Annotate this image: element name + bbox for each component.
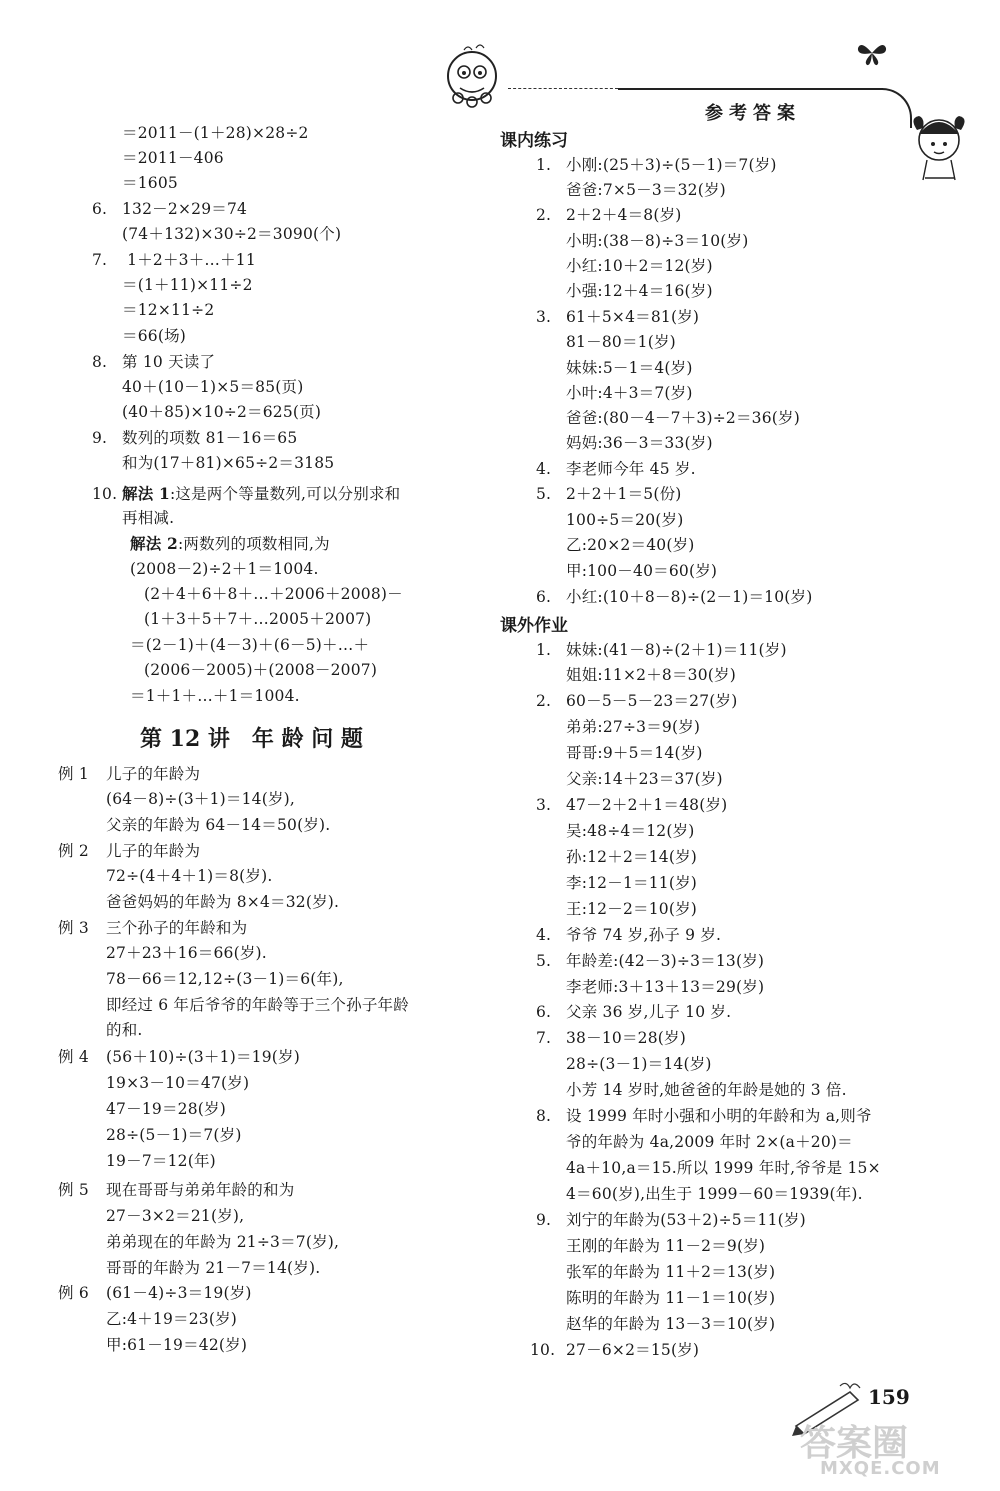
question-4 [536,457,696,482]
example-label: 例 4 [58,1048,89,1066]
question-10 [530,1338,699,1363]
question-6 [536,1000,731,1025]
answer-line: (40＋85)×10÷2＝625(页) [122,403,322,421]
answer-line: 弟弟现在的年龄为 21÷3＝7(岁), [106,1233,340,1251]
answer-line: 小红:(10＋8－8)÷(2－1)＝10(岁) [566,588,813,606]
answer-line: 27－6×2＝15(岁) [566,1341,700,1359]
page-number: 159 [868,1385,910,1409]
answer-line: 47－19＝28(岁) [106,1100,226,1118]
question-number: 4. [536,460,552,478]
question-10 [92,481,400,507]
answer-line: 小叶:4＋3＝7(岁) [566,384,693,402]
answer-line: 小明:(38－8)÷3＝10(岁) [566,232,749,250]
answer-line: 甲:100－40＝60(岁) [566,562,718,580]
answer-line: 三个孙子的年龄和为 [106,919,248,937]
answer-line: ＝(2－1)＋(4－3)＋(6－5)＋…＋ [130,636,370,654]
answer-line: 父亲的年龄为 64－14＝50(岁). [106,816,331,834]
example-5 [58,1178,294,1203]
answer-line: 60－5－5－23＝27(岁) [566,692,738,710]
method-label: 解法 2 [130,534,178,553]
answer-line: 2＋2＋1＝5(份) [566,485,682,503]
answer-line: 哥哥:9＋5＝14(岁) [566,744,703,762]
question-5 [536,949,764,974]
answer-line: 王刚的年龄为 11－2＝9(岁) [566,1237,766,1255]
question-3 [536,305,699,330]
answer-line: 小芳 14 岁时,她爸爸的年龄是她的 3 倍. [566,1081,847,1099]
answer-line: ＝12×11÷2 [122,301,215,319]
answer-line: 乙:4＋19＝23(岁) [106,1310,238,1328]
answer-line: 27－3×2＝21(岁), [106,1207,245,1225]
answer-line: 40＋(10－1)×5＝85(页) [122,378,304,396]
answer-line: 小刚:(25＋3)÷(5－1)＝7(岁) [566,156,777,174]
answer-line: 李老师:3＋13＋13＝29(岁) [566,978,765,996]
answer-line: 4＝60(岁),出生于 1999－60＝1939(年). [566,1185,863,1203]
question-number: 7. [536,1029,552,1047]
answer-line: 李:12－1＝11(岁) [566,874,698,892]
text-line: ＝2011－(1＋28)×28÷2 [122,124,309,142]
answer-line: ＝(1＋11)×11÷2 [122,276,253,294]
answer-line: 甲:61－19＝42(岁) [106,1336,248,1354]
header-title: 参考答案 [705,103,801,124]
answer-line: (61－4)÷3＝19(岁) [106,1284,252,1302]
answer-line: 父亲:14＋23＝37(岁) [566,770,723,788]
watermark-url: MXQE.COM [820,1458,941,1479]
answer-line: 61＋5×4＝81(岁) [566,308,700,326]
question-number: 1. [536,641,552,659]
example-2 [58,839,200,864]
answer-line: 132－2×29＝74 [122,200,248,218]
answer-line: 81－80＝1(岁) [566,333,676,351]
answer-line: 爸爸:(80－4－7＋3)÷2＝36(岁) [566,409,800,427]
question-9 [92,426,297,451]
answer-line: 4a＋10,a＝15.所以 1999 年时,爷爷是 15× [566,1159,881,1177]
answer-line: 1＋2＋3＋…＋11 [122,251,256,269]
lecture-title: 第 12 讲 年 龄 问 题 [140,726,363,752]
question-number: 10. [530,1341,556,1359]
answer-line: 19－7＝12(年) [106,1152,216,1170]
header-dashed-rule [508,88,618,89]
answer-line: 47－2＋2＋1＝48(岁) [566,796,728,814]
butterfly-icon [855,38,889,68]
example-label: 例 1 [58,765,89,783]
answer-line: 即经过 6 年后爷爷的年龄等于三个孙子年龄 [106,996,409,1014]
answer-line: 72÷(4＋4＋1)＝8(岁). [106,867,273,885]
answer-line: (56＋10)÷(3＋1)＝19(岁) [106,1048,300,1066]
question-number: 5. [536,952,552,970]
method-label: 解法 1 [122,484,170,503]
answer-line: 28÷(5－1)＝7(岁) [106,1126,242,1144]
example-label: 例 6 [58,1284,89,1302]
text-line: ＝1605 [122,174,178,192]
example-label: 例 5 [58,1181,89,1199]
answer-line: 儿子的年龄为 [106,765,201,783]
answer-line: 父亲 36 岁,儿子 10 岁. [566,1003,732,1021]
question-number: 3. [536,796,552,814]
answer-line: 38－10＝28(岁) [566,1029,686,1047]
answer-line: 妹妹:(41－8)÷(2＋1)＝11(岁) [566,641,787,659]
answer-line: 和为(17＋81)×65÷2＝3185 [122,454,335,472]
answer-line: 爷的年龄为 4a,2009 年时 2×(a＋20)＝ [566,1133,853,1151]
question-4 [536,923,721,948]
answer-line: 刘宁的年龄为(53＋2)÷5＝11(岁) [566,1211,806,1229]
text-line: ＝2011－406 [122,149,224,167]
answer-line: 爸爸:7×5－3＝32(岁) [566,181,726,199]
answer-line: 27＋23＋16＝66(岁). [106,944,267,962]
question-number: 4. [536,926,552,944]
question-number: 9. [536,1211,552,1229]
answer-line: 2＋2＋4＝8(岁) [566,206,682,224]
answer-line: 爷爷 74 岁,孙子 9 岁. [566,926,722,944]
answer-line: 姐姐:11×2＋8＝30(岁) [566,666,736,684]
answer-line: 数列的项数 81－16＝65 [122,429,298,447]
question-number: 6. [536,588,552,606]
answer-line: 哥哥的年龄为 21－7＝14(岁). [106,1259,321,1277]
question-number: 8. [536,1107,552,1125]
question-1 [536,638,787,663]
question-8 [92,350,215,375]
question-7 [536,1026,686,1051]
answer-line: 设 1999 年时小强和小明的年龄和为 a,则爷 [566,1107,872,1125]
answer-line: (1＋3＋5＋7＋…2005＋2007) [144,610,372,628]
answer-line: ＝66(场) [122,327,187,345]
answer-line: 王:12－2＝10(岁) [566,900,698,918]
question-2 [536,203,682,228]
example-label: 例 3 [58,919,89,937]
answer-line: 第 10 天读了 [122,353,216,371]
answer-line: 张军的年龄为 11＋2＝13(岁) [566,1263,776,1281]
answer-line: :这是两个等量数列,可以分别求和 [169,485,401,503]
answer-line: 吴:48÷4＝12(岁) [566,822,695,840]
answer-line: 28÷(3－1)＝14(岁) [566,1055,712,1073]
section-title-homework: 课外作业 [500,616,568,636]
answer-line: 爸爸妈妈的年龄为 8×4＝32(岁). [106,893,340,911]
example-6 [58,1281,252,1306]
answer-line: 现在哥哥与弟弟年龄的和为 [106,1181,295,1199]
question-5 [536,482,682,507]
answer-line: 弟弟:27÷3＝9(岁) [566,718,701,736]
answer-line: 妹妹:5－1＝4(岁) [566,359,693,377]
answer-line: 孙:12＋2＝14(岁) [566,848,698,866]
question-6 [536,585,813,610]
question-6 [92,197,247,222]
cartoon-face-icon [438,40,510,112]
question-number: 3. [536,308,552,326]
header-solid-rule [618,88,883,90]
answer-line: (2008－2)÷2＋1＝1004. [130,560,319,578]
question-3 [536,793,727,818]
example-label: 例 2 [58,842,89,860]
question-number: 6. [92,200,108,218]
answer-line: ＝1＋1＋…＋1＝1004. [130,687,300,705]
answer-line: :两数列的项数相同,为 [177,535,330,553]
answer-line: 100÷5＝20(岁) [566,511,684,529]
answer-line: 78－66＝12,12÷(3－1)＝6(年), [106,970,344,988]
question-number: 6. [536,1003,552,1021]
section-title-in-class: 课内练习 [500,131,568,151]
question-number: 7. [92,251,108,269]
answer-line: (64－8)÷(3＋1)＝14(岁), [106,790,296,808]
answer-line: 小红:10＋2＝12(岁) [566,257,713,275]
cartoon-girl-icon [905,100,975,190]
answer-line: (2＋4＋6＋8＋…＋2006＋2008)－ [144,585,403,603]
answer-line: 再相减. [122,509,175,527]
answer-line: 赵华的年龄为 13－3＝10(岁) [566,1315,776,1333]
answer-line: 儿子的年龄为 [106,842,201,860]
question-number: 10. [92,485,118,503]
answer-line: 19×3－10＝47(岁) [106,1074,250,1092]
question-2 [536,689,738,714]
question-number: 5. [536,485,552,503]
question-number: 8. [92,353,108,371]
answer-line: (2006－2005)＋(2008－2007) [144,661,378,679]
example-1 [58,762,200,787]
question-number: 2. [536,206,552,224]
answer-line: 的和. [106,1021,143,1039]
question-number: 9. [92,429,108,447]
answer-line: (74＋132)×30÷2＝3090(个) [122,225,342,243]
question-number: 1. [536,156,552,174]
example-3 [58,916,247,941]
watermark-logo: 答案圈 [800,1423,909,1464]
answer-line: 陈明的年龄为 11－1＝10(岁) [566,1289,776,1307]
answer-line: 年龄差:(42－3)÷3＝13(岁) [566,952,765,970]
question-8 [536,1104,872,1129]
question-7 [92,248,256,273]
question-1 [536,153,777,178]
method-2-line [130,531,330,557]
answer-line: 妈妈:36－3＝33(岁) [566,434,713,452]
answer-line: 李老师今年 45 岁. [566,460,696,478]
question-9 [536,1208,806,1233]
example-4 [58,1045,300,1070]
answer-line: 乙:20×2＝40(岁) [566,536,695,554]
answer-line: 小强:12＋4＝16(岁) [566,282,713,300]
question-number: 2. [536,692,552,710]
